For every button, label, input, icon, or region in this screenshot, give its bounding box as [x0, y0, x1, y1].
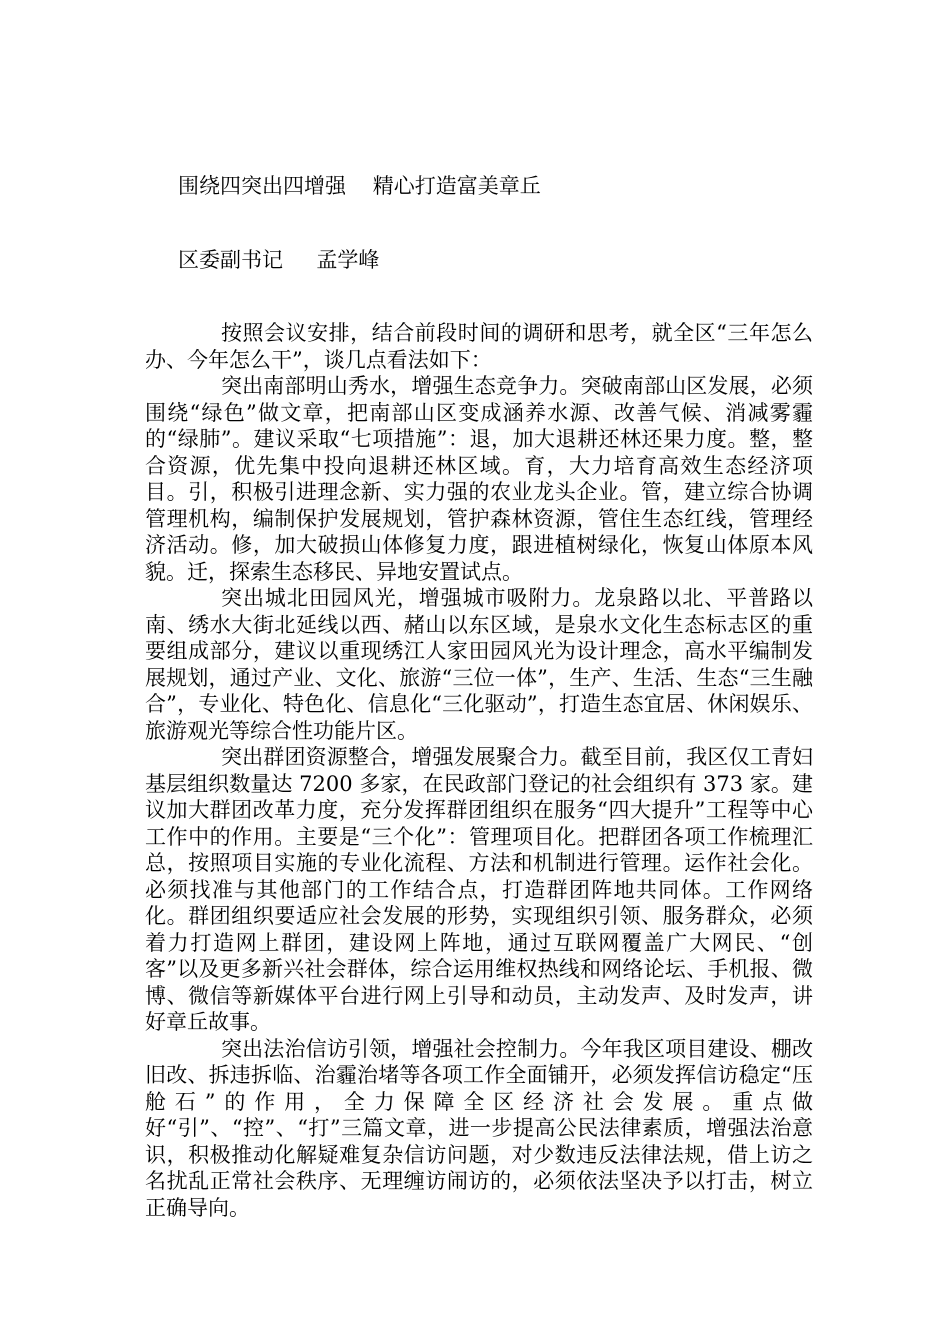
- author-byline: 区委副书记 孟学峰: [178, 248, 380, 272]
- paragraph-petition-rule-of-law: 突出法治信访引领，增强社会控制力。今年我区项目建设、棚改旧改、拆违拆临、治霾治堵等各项工作全面铺开，必须发挥信访稳定“压舱石”的作用，全力保障全区经济社会发展。重点做好“引”、“控”、“打”三篇文章，进一步提高公民法律素质，增强法治意识，积极推动化解疑难复杂信访问题，对少数违反法律法规，借上访之名扰乱正常社会秩序、无理缠访闹访的，必须依法坚决予以打击，树立正确导向。: [145, 1036, 813, 1220]
- paragraph-south-mountains: 突出南部明山秀水，增强生态竞争力。突破南部山区发展，必须围绕“绿色”做文章，把南部山区变成涵养水源、改善气候、消减雾霾的“绿肺”。建议采取“七项措施”：退，加大退耕还林还果力度。整，整合资源，优先集中投向退耕还林区域。育，大力培育高效生态经济项目。引，积极引进理念新、实力强的农业龙头企业。管，建立综合协调管理机构，编制保护发展规划，管护森林资源，管住生态红线，管理经济活动。修，加大破损山体修复力度，跟进植树绿化，恢复山体原本风貌。迁，探索生态移民、异地安置试点。: [145, 374, 813, 584]
- paragraph-intro: 按照会议安排，结合前段时间的调研和思考，就全区“三年怎么办、今年怎么干”，谈几点看法如下：: [145, 321, 813, 372]
- document-title: 围绕四突出四增强 精心打造富美章丘: [178, 174, 541, 198]
- paragraph-north-pastoral: 突出城北田园风光，增强城市吸附力。龙泉路以北、平普路以南、绣水大街北延线以西、赭山以东区域，是泉水文化生态标志区的重要组成部分，建议以重现绣江人家田园风光为设计理念，高水平编制发展规划，通过产业、文化、旅游“三位一体”，生产、生活、生态“三生融合”，专业化、特色化、信息化“三化驱动”，打造生态宜居、休闲娱乐、旅游观光等综合性功能片区。: [145, 586, 813, 743]
- document-body: [145, 320, 813, 1221]
- paragraph-group-resources: 突出群团资源整合，增强发展聚合力。截至目前，我区仅工青妇基层组织数量达 7200 多家，在民政部门登记的社会组织有 373 家。建议加大群团改革力度，充分发挥群团组织在服务“四大提升”工程等中心工作中的作用。主要是“三个化”：管理项目化。把群团各项工作梳理汇总，按照项目实施的专业化流程、方法和机制进行管理。运作社会化。必须找准与其他部门的工作结合点，打造群团阵地共同体。工作网络化。群团组织要适应社会发展的形势，实现组织引领、服务群众，必须着力打造网上群团，建设网上阵地，通过互联网覆盖广大网民、“创客”以及更多新兴社会群体，综合运用维权热线和网络论坛、手机报、微博、微信等新媒体平台进行网上引导和动员，主动发声、及时发声，讲好章丘故事。: [145, 745, 813, 1034]
